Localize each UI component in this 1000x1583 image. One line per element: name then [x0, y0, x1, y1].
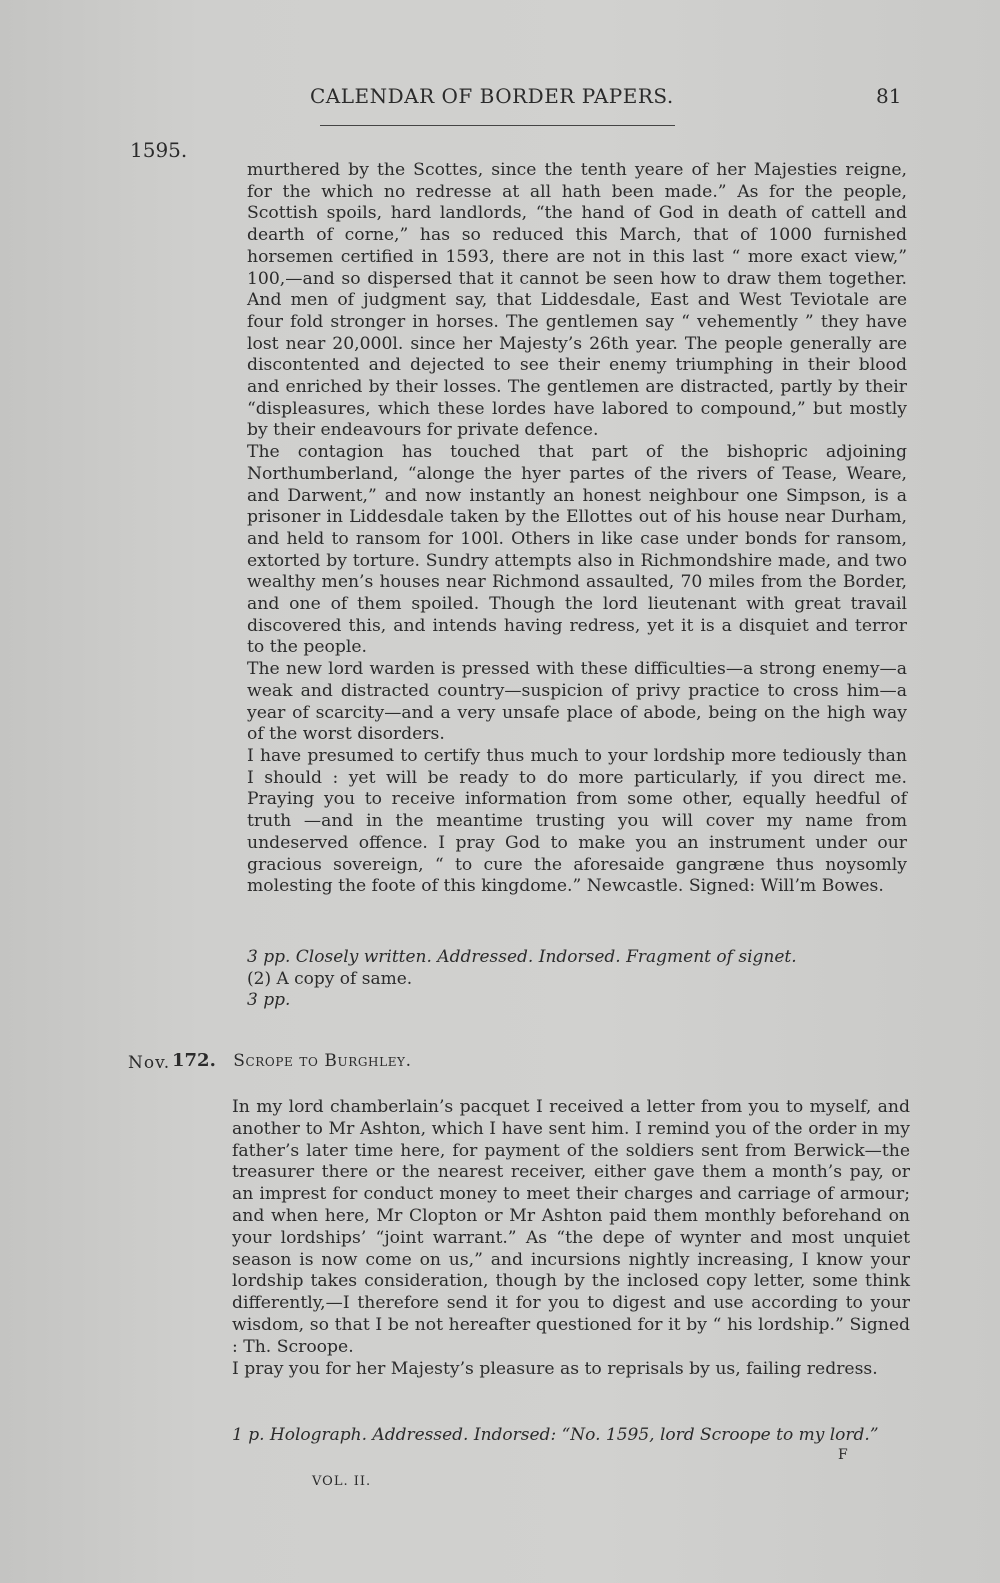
entry-heading [172, 1050, 412, 1071]
entry-body [232, 1097, 910, 1380]
page-header [0, 84, 1000, 118]
entry-number: 172. [172, 1050, 216, 1071]
entry-paragraph: In my lord chamberlain’s pacquet I received a letter from you to myself, and another to Mr Ashton, which I have sent him. I remind you of the order in my father’s later time here, for payment of the soldiers sent from Berwick—the treasurer there or the nearest receiver, either gave them a month’s pay, or an imprest for conduct money to meet their charges and carriage of armour; and when here, Mr Clopton or Mr Ashton paid them monthly beforehand on your lordships’ “joint warrant.” As “the depe of wynter and most unquiet season is now come on us,” and incursions nightly increasing, I know your lordship takes consideration, though by the inclosed copy letter, some think differently,—I therefore send it for you to digest and use according to your wisdom, so that I be not hereafter questioned for it by “ his lordship.” Signed : Th. Scroope. [232, 1097, 910, 1357]
margin-year: 1595. [130, 138, 188, 162]
page-count: 3 pp. [247, 947, 291, 967]
page-count: 1 p. [232, 1425, 265, 1445]
body-paragraph: The contagion has touched that part of the bishopric adjoining Northumberland, “alonge the hyer partes of the rivers of Tease, Weare, and Darwent,” and now instantly an honest neighbour one Simpson, is a prisoner in Liddesdale taken by the Ellottes out of his house near Durham, and held to ransom for 100l. Others in like case under bonds for ransom, extorted by torture. Sundry attempts also in Richmondshire made, and two wealthy men’s houses near Richmond assaulted, 70 miles from the Border, and one of them spoiled. Though the lord lieutenant with great travail discovered this, and intends having redress, yet it is a disquiet and terror to the people. [247, 442, 907, 658]
page-count: 3 pp. [247, 990, 291, 1010]
page-number: 81 [876, 84, 902, 108]
description-notes: Holograph. Addressed. Indorsed: “No. 1595, lord Scroope to my lord.” [269, 1425, 879, 1445]
description-notes: Closely written. Addressed. Indorsed. Fragment of signet. [295, 947, 797, 967]
description-line [247, 947, 907, 969]
entry-date: Nov. [128, 1053, 171, 1073]
volume-number: VOL. II. [312, 1474, 372, 1489]
document-description [247, 947, 907, 1012]
body-paragraph: murthered by the Scottes, since the tenth yeare of her Majesties reigne, for the which no redresse at all hath been made.” As for the people, Scottish spoils, hard landlords, “the hand of God in death of cattell and dearth of corne,” has so reduced this March, that of 1000 furnished horsemen certified in 1593, there are not in this last “ more exact view,” 100,—and so dispersed that it cannot be seen how to draw them together. And men of judgment say, that Liddesdale, East and West Teviotale are four fold stronger in horses. The gentlemen say “ vehemently ” they have lost near 20,000l. since her Majesty’s 26th year. The people generally are discontented and dejected to see their enemy triumphing in their blood and enriched by their losses. The gentlemen are distracted, partly by their “displeasures, which these lordes have labored to compound,” but mostly by their endeavours for private defence. [247, 160, 907, 441]
entry-description [232, 1424, 910, 1446]
body-paragraph: The new lord warden is pressed with these difficulties—a strong enemy—a weak and distracted country—suspicion of privy practice to cross him—a year of scarcity—and a very unsafe place of abode, being on the high way of the worst disorders. [247, 659, 907, 745]
entry-paragraph: I pray you for her Majesty’s pleasure as to reprisals by us, failing redress. [232, 1358, 878, 1379]
description-line: (2) A copy of same. [247, 968, 413, 989]
entry-title: Scrope to Burghley. [233, 1051, 412, 1071]
running-title: CALENDAR OF BORDER PAPERS. [310, 84, 674, 108]
header-rule [320, 125, 675, 126]
letter-body [247, 160, 907, 898]
body-paragraph: I have presumed to certify thus much to your lordship more tediously than I should : yet will be ready to do more particularly, if you direct me. Praying you to receive information from some other, equally heedful of truth —and in the meantime trusting you will cover my name from undeserved offence. I pray God to make you an instrument under our gracious sovereign, “ to cure the aforesaide gangræne thus noysomly molesting the foote of this kingdome.” Newcastle. Signed: Will’m Bowes. [247, 745, 907, 897]
signature-mark: F [838, 1447, 848, 1463]
